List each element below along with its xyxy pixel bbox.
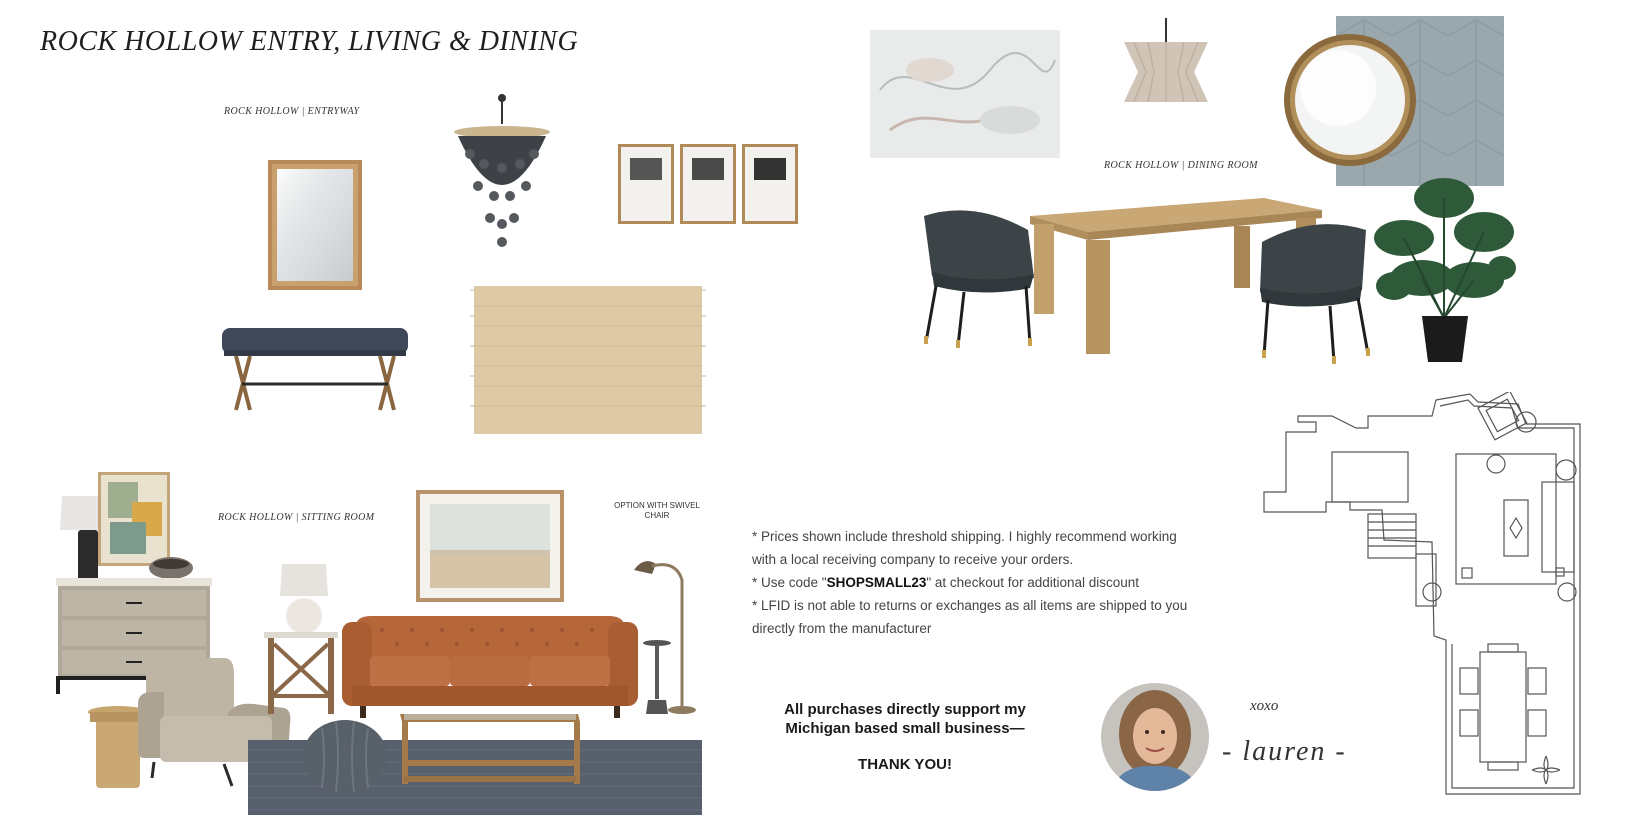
end-table (264, 632, 338, 718)
dining-section-label: ROCK HOLLOW | DINING ROOM (1104, 160, 1258, 171)
entry-mirror (268, 160, 362, 290)
shipping-notes (752, 525, 1202, 640)
note-shipping: * Prices shown include threshold shipping. I highly recommend working with a local receiving company to receive your orders. (752, 529, 1177, 567)
note-code-suffix: " at checkout for additional discount (926, 575, 1140, 590)
glass-coffee-table (400, 710, 582, 786)
potted-monstera-plant (1374, 168, 1516, 364)
knit-pouf (302, 718, 388, 794)
note-returns: * LFID is not able to returns or exchanges as all items are shipped to you directly from the manufacturer (752, 598, 1188, 636)
upholstered-bench (222, 326, 408, 412)
abstract-art-print (870, 30, 1060, 158)
dining-chair-left (918, 206, 1040, 350)
rope-pendant-light (1120, 18, 1212, 110)
framed-abstract-art-small (98, 472, 170, 566)
designer-avatar (1100, 682, 1210, 792)
discount-code: SHOPSMALL23 (826, 575, 927, 590)
note-discount-code (752, 571, 1202, 594)
note-code-prefix: * Use code " (752, 575, 827, 590)
drink-table (642, 640, 672, 716)
round-gold-mirror (1282, 32, 1418, 168)
framed-landscape-art (416, 490, 564, 602)
dining-chair-right (1254, 220, 1376, 366)
jute-rug (470, 286, 706, 434)
framed-photo-set (618, 144, 800, 226)
xoxo-signoff: xoxo (1250, 698, 1279, 714)
white-ceramic-lamp (276, 564, 332, 638)
swivel-option-caption: OPTION WITH SWIVEL CHAIR (614, 501, 700, 520)
sitting-section-label: ROCK HOLLOW | SITTING ROOM (218, 512, 375, 523)
entryway-section-label: ROCK HOLLOW | ENTRYWAY (224, 106, 360, 117)
designer-signature: - lauren - (1222, 736, 1347, 767)
support-message: All purchases directly support my Michigan based small business— (784, 701, 1026, 737)
thank-you-message: THANK YOU! (858, 756, 952, 773)
floor-plan (1256, 392, 1592, 800)
page-title: ROCK HOLLOW ENTRY, LIVING & DINING (40, 26, 579, 57)
beaded-chandelier (450, 94, 554, 250)
leather-chesterfield-sofa (342, 616, 638, 720)
